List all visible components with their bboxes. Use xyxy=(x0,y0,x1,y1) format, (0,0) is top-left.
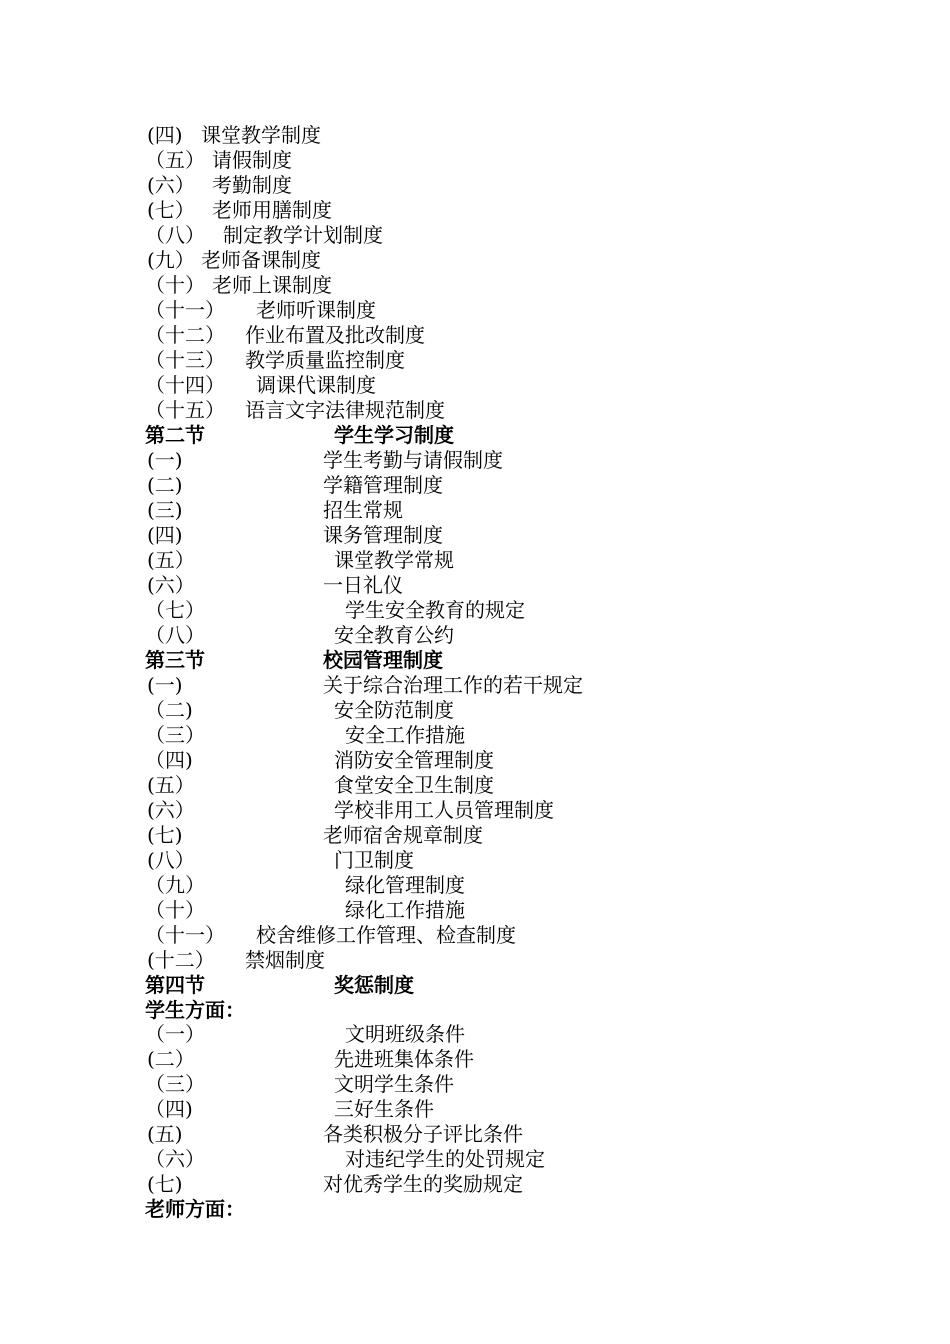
item-number: （十三） xyxy=(145,348,225,372)
list-item xyxy=(0,148,950,173)
item-title: 各类积极分子评比条件 xyxy=(323,1122,523,1146)
subsection-heading xyxy=(0,998,950,1023)
item-title: 老师用膳制度 xyxy=(212,198,332,222)
section-number: 第四节 xyxy=(145,973,205,997)
list-item xyxy=(0,298,950,323)
list-item xyxy=(0,623,950,648)
item-title: 对优秀学生的奖励规定 xyxy=(323,1172,523,1196)
list-item xyxy=(0,473,950,498)
item-number: (八） xyxy=(147,848,195,872)
list-item xyxy=(0,823,950,848)
list-item xyxy=(0,798,950,823)
item-title: 学生考勤与请假制度 xyxy=(323,448,503,472)
item-number: （五） xyxy=(145,148,205,172)
item-number: (二) xyxy=(147,473,183,497)
item-number: （八） xyxy=(145,223,205,247)
item-number: (六） xyxy=(147,173,195,197)
item-title: 老师宿舍规章制度 xyxy=(323,823,483,847)
item-title: 语言文字法律规范制度 xyxy=(245,398,445,422)
item-number: (四) xyxy=(147,123,183,147)
item-title: 食堂安全卫生制度 xyxy=(334,773,494,797)
item-title: 禁烟制度 xyxy=(245,948,325,972)
item-number: (七) xyxy=(147,1172,183,1196)
item-title: 关于综合治理工作的若干规定 xyxy=(323,673,583,697)
item-number: （八） xyxy=(145,623,205,647)
item-number: （十五） xyxy=(145,398,225,422)
list-item xyxy=(0,1047,950,1072)
section-number: 第三节 xyxy=(145,648,205,672)
item-title: 先进班集体条件 xyxy=(334,1047,474,1071)
list-item xyxy=(0,1072,950,1097)
list-item xyxy=(0,273,950,298)
item-number: (五) xyxy=(147,1122,183,1146)
item-title: 课务管理制度 xyxy=(323,523,443,547)
item-number: (九） xyxy=(147,248,195,272)
list-item xyxy=(0,873,950,898)
list-item xyxy=(0,373,950,398)
item-title: 消防安全管理制度 xyxy=(334,748,494,772)
section-title: 校园管理制度 xyxy=(323,648,443,672)
item-title: 文明学生条件 xyxy=(334,1072,454,1096)
list-item xyxy=(0,948,950,973)
item-number: （十四） xyxy=(145,373,225,397)
item-title: 作业布置及批改制度 xyxy=(245,323,425,347)
section-heading xyxy=(0,648,950,673)
item-number: （十） xyxy=(145,273,205,297)
list-item xyxy=(0,923,950,948)
item-number: (七) xyxy=(147,823,183,847)
item-title: 学籍管理制度 xyxy=(323,473,443,497)
item-number: （三） xyxy=(145,723,205,747)
item-number: (三) xyxy=(147,498,183,522)
item-title: 老师备课制度 xyxy=(201,248,321,272)
item-title: 招生常规 xyxy=(323,498,403,522)
item-number: （九） xyxy=(145,873,205,897)
list-item xyxy=(0,348,950,373)
list-item xyxy=(0,548,950,573)
item-number: (六） xyxy=(147,573,195,597)
item-title: 学校非用工人员管理制度 xyxy=(334,798,554,822)
list-item xyxy=(0,1122,950,1147)
list-item xyxy=(0,698,950,723)
list-item xyxy=(0,123,950,148)
item-number: （七） xyxy=(145,598,205,622)
item-number: (五） xyxy=(147,773,195,797)
subsection-title: 老师方面： xyxy=(145,1197,245,1221)
item-title: 老师听课制度 xyxy=(256,298,376,322)
item-number: (一) xyxy=(147,448,183,472)
list-item xyxy=(0,723,950,748)
list-item xyxy=(0,573,950,598)
item-number: (六） xyxy=(147,798,195,822)
list-item xyxy=(0,448,950,473)
list-item xyxy=(0,773,950,798)
list-item xyxy=(0,323,950,348)
item-title: 绿化工作措施 xyxy=(345,898,465,922)
list-item xyxy=(0,848,950,873)
item-number: （六） xyxy=(145,1147,205,1171)
item-title: 课堂教学常规 xyxy=(334,548,454,572)
item-number: （三） xyxy=(145,1072,205,1096)
section-number: 第二节 xyxy=(145,423,205,447)
item-number: （二) xyxy=(145,698,193,722)
item-title: 校舍维修工作管理、检查制度 xyxy=(256,923,516,947)
list-item xyxy=(0,898,950,923)
section-title: 奖惩制度 xyxy=(334,973,414,997)
section-title: 学生学习制度 xyxy=(334,423,454,447)
item-title: 制定教学计划制度 xyxy=(223,223,383,247)
list-item xyxy=(0,1097,950,1122)
list-item xyxy=(0,523,950,548)
item-title: 教学质量监控制度 xyxy=(245,348,405,372)
item-number: (二） xyxy=(147,1047,195,1071)
item-number: （十） xyxy=(145,898,205,922)
list-item xyxy=(0,748,950,773)
list-item xyxy=(0,1147,950,1172)
item-number: (五） xyxy=(147,548,195,572)
item-number: （四) xyxy=(145,1097,193,1121)
list-item xyxy=(0,498,950,523)
item-number: （十二） xyxy=(145,323,225,347)
list-item xyxy=(0,223,950,248)
item-number: （十一） xyxy=(145,298,225,322)
list-item xyxy=(0,248,950,273)
item-title: 对违纪学生的处罚规定 xyxy=(345,1147,545,1171)
item-number: （四) xyxy=(145,748,193,772)
item-number: （十一） xyxy=(145,923,225,947)
item-title: 调课代课制度 xyxy=(256,373,376,397)
item-number: (七） xyxy=(147,198,195,222)
item-title: 绿化管理制度 xyxy=(345,873,465,897)
list-item xyxy=(0,398,950,423)
subsection-title: 学生方面： xyxy=(145,998,245,1022)
item-title: 安全教育公约 xyxy=(334,623,454,647)
item-title: 一日礼仪 xyxy=(323,573,403,597)
list-item xyxy=(0,598,950,623)
section-heading xyxy=(0,973,950,998)
item-title: 文明班级条件 xyxy=(345,1022,465,1046)
list-item xyxy=(0,173,950,198)
item-title: 门卫制度 xyxy=(334,848,414,872)
item-title: 安全工作措施 xyxy=(345,723,465,747)
item-number: (十二） xyxy=(147,948,215,972)
section-heading xyxy=(0,423,950,448)
item-number: (一) xyxy=(147,673,183,697)
item-title: 课堂教学制度 xyxy=(201,123,321,147)
item-title: 三好生条件 xyxy=(334,1097,434,1121)
list-item xyxy=(0,1172,950,1197)
item-number: (四) xyxy=(147,523,183,547)
subsection-heading xyxy=(0,1197,950,1222)
item-title: 安全防范制度 xyxy=(334,698,454,722)
list-item xyxy=(0,1022,950,1047)
list-item xyxy=(0,198,950,223)
item-title: 学生安全教育的规定 xyxy=(345,598,525,622)
item-number: （一） xyxy=(145,1022,205,1046)
list-item xyxy=(0,673,950,698)
item-title: 老师上课制度 xyxy=(212,273,332,297)
item-title: 考勤制度 xyxy=(212,173,292,197)
item-title: 请假制度 xyxy=(212,148,292,172)
